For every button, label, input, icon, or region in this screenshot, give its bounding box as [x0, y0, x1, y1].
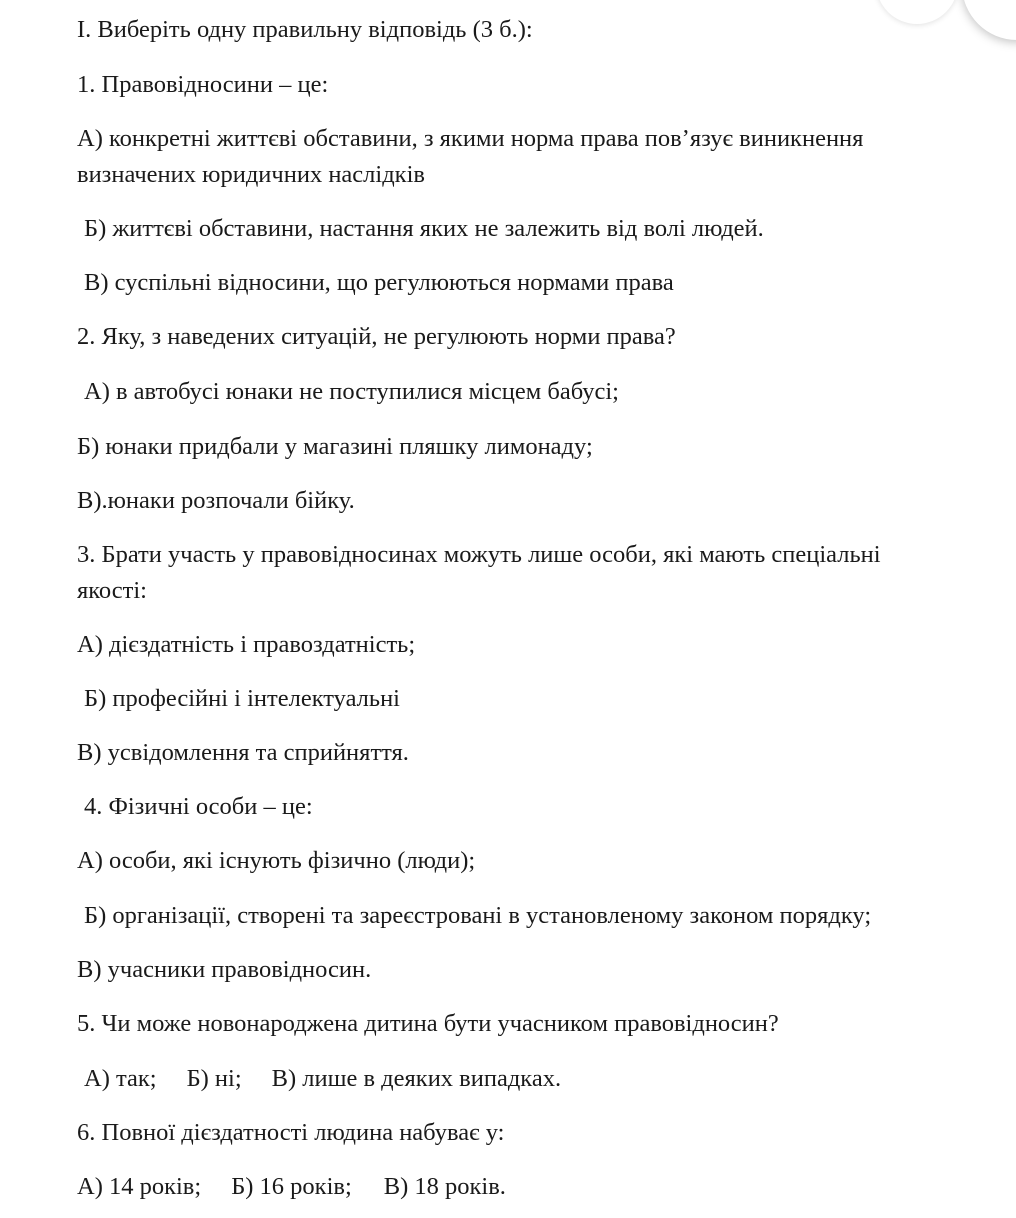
question-3-option-c: В) усвідомлення та сприйняття.: [77, 739, 409, 766]
question-5-options: [84, 1064, 561, 1094]
question-6-options: [77, 1172, 506, 1202]
question-2: 2. Яку, з наведених ситуацій, не регулюють норми права?: [77, 323, 676, 350]
question-2-option-b: Б) юнаки придбали у магазині пляшку лимонаду;: [77, 433, 593, 460]
question-5-option-c: В) лише в деяких випадках.: [271, 1065, 562, 1092]
floating-action-button[interactable]: [962, 0, 1016, 40]
question-4: 4. Фізичні особи – це:: [84, 793, 313, 820]
question-2-option-c: В).юнаки розпочали бійку.: [77, 487, 355, 514]
question-3: 3. Брати участь у правовідносинах можуть лише особи, які мають спеціальні: [77, 541, 881, 568]
question-1-option-b: Б) життєві обставини, настання яких не залежить від волі людей.: [84, 215, 764, 242]
question-2-option-a: А) в автобусі юнаки не поступилися місцем бабусі;: [84, 378, 619, 405]
section-title: I. Виберіть одну правильну відповідь (3 б.):: [77, 16, 533, 43]
question-6-option-c: В) 18 років.: [383, 1173, 506, 1200]
floating-button[interactable]: [876, 0, 958, 24]
question-4-option-c: В) учасники правовідносин.: [77, 956, 372, 983]
question-5: 5. Чи може новонароджена дитина бути учасником правовідносин?: [77, 1010, 779, 1037]
question-5-option-b: Б) ні;: [186, 1065, 242, 1092]
question-3-option-b: Б) професійні і інтелектуальні: [84, 685, 400, 712]
question-1-option-a: А) конкретні життєві обставини, з якими норма права пов’язує виникнення: [77, 125, 864, 152]
question-6-option-a: А) 14 років;: [77, 1173, 202, 1200]
question-1: 1. Правовідносини – це:: [77, 71, 329, 98]
question-6-option-b: Б) 16 років;: [231, 1173, 352, 1200]
question-3-option-a: А) дієздатність і правоздатність;: [77, 631, 416, 658]
question-4-option-a: А) особи, які існують фізично (люди);: [77, 847, 476, 874]
question-6: 6. Повної дієздатності людина набуває у:: [77, 1119, 505, 1146]
question-1-option-c: В) суспільні відносини, що регулюються нормами права: [84, 269, 674, 296]
question-1-option-a-cont: визначених юридичних наслідків: [77, 161, 425, 188]
question-4-option-b: Б) організації, створені та зареєстровані в установленому законом порядку;: [84, 902, 872, 929]
question-3-cont: якості:: [77, 577, 147, 604]
question-5-option-a: А) так;: [84, 1065, 157, 1092]
